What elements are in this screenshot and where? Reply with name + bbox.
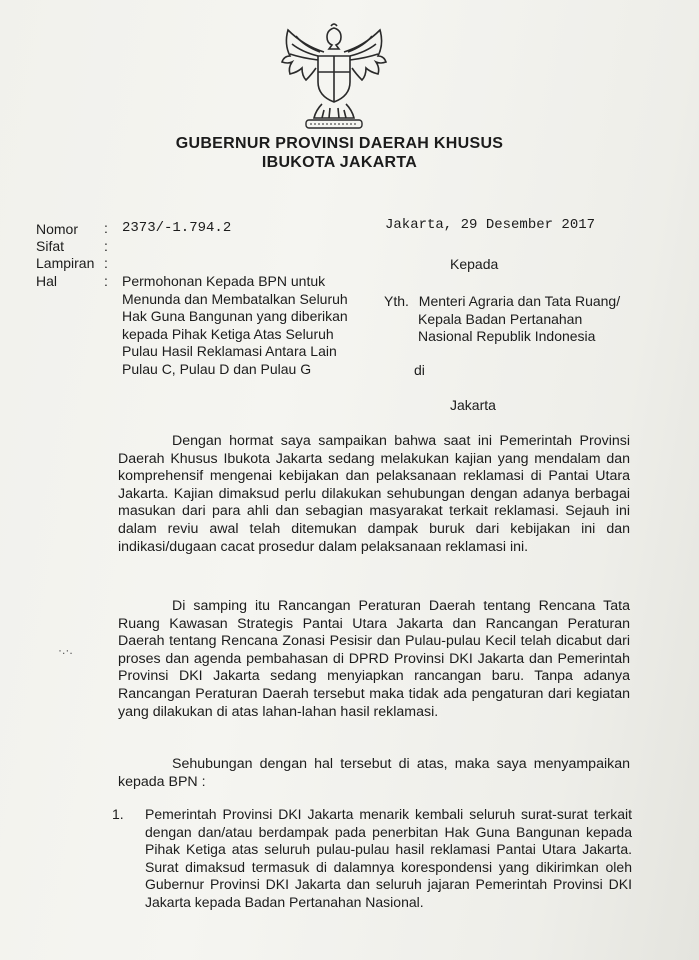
recipient-line-1: Yth. Menteri Agraria dan Tata Ruang/ [384,293,621,309]
lampiran-colon: : [104,255,108,271]
letter-date: Jakarta, 29 Desember 2017 [385,217,596,233]
hal-colon: : [104,273,108,289]
hal-line: kepada Pihak Ketiga Atas Seluruh [122,325,334,342]
di-label: di [414,362,425,378]
letterhead-line-1: GUBERNUR PROVINSI DAERAH KHUSUS [175,135,504,152]
recipient-city: Jakarta [450,397,496,413]
lampiran-label: Lampiran [36,255,95,271]
paragraph-2: Di samping itu Rancangan Peraturan Daerah tentang Rencana Tata Ruang Kawasan Strategis Pantai Utara Jakarta dan Rancangan Peraturan Daerah tentang Rencana Zonasi Pesisir dan Pulau-pulau Kecil telah dicabut dari proses dan agenda pembahasan di DPRD Provinsi DKI Jakarta dan Pemerintah Provinsi DKI Jakarta sedang menyiapkan rancangan baru. Tanpa adanya Rancangan Peraturan Daerah tersebut maka tidak ada pengaturan dari kegiatan yang dilakukan di atas lahan-lahan hasil reklamasi. [118,598,630,720]
kepada-label: Kepada [450,256,499,272]
hal-line: Pulau C, Pulau D dan Pulau G [122,360,312,377]
paragraph-1: Dengan hormat saya sampaikan bahwa saat ini Pemerintah Provinsi Daerah Khusus Ibukota Jakarta sedang melakukan kajian yang mendalam dan komprehensif mengenai kebijakan dan pelaksanaan reklamasi di Pantai Utara Jakarta. Kajian dimaksud perlu dilakukan sehubungan dengan adanya berbagai masukan dari para ahli dan sebagian masyarakat terkait reklamasi. Sejauh ini dalam reviu awal telah ditemukan dampak buruk dari kebijakan ini dan indikasi/dugaan cacat prosedur dalam pelaksanaan reklamasi ini. [118,433,630,555]
nomor-label: Nomor [36,221,79,237]
recipient-line-3: Nasional Republik Indonesia [418,328,596,344]
hal-line: Permohonan Kepada BPN untuk [122,273,326,289]
item-number: 1. [112,806,124,822]
hal-subject [122,273,348,378]
letterhead-line-2: IBUKOTA JAKARTA [261,154,418,171]
hal-line: Hak Guna Bangunan yang diberikan [122,308,348,324]
hal-label: Hal [36,273,58,289]
numbered-item-1 [112,806,632,912]
sifat-colon: : [104,238,108,254]
paragraph-3: Sehubungan dengan hal tersebut di atas, maka saya menyampaikan kepada BPN : [118,756,630,790]
nomor-colon: : [104,220,108,236]
hal-line: Menunda dan Membatalkan Seluruh [122,290,348,307]
recipient-block [384,293,620,346]
item-text: Pemerintah Provinsi DKI Jakarta menarik kembali seluruh surat-surat terkait dengan dan/atau berdampak pada penerbitan Hak Guna Bangunan kepada Pihak Ketiga atas seluruh pulau-pulau hasil reklamasi Pantai Utara Jakarta. Surat dimaksud termasuk di dalamnya korespondensi yang dikirimkan oleh Gubernur Provinsi DKI Jakarta dan seluruh jajaran Pemerintah Provinsi DKI Jakarta kepada Badan Pertanahan Nasional. [145,806,632,910]
garuda-emblem [276,22,392,132]
nomor-value: 2373/-1.794.2 [122,220,232,236]
yth-label: Yth. [384,293,409,309]
paper-speck: ·.·. [58,643,73,657]
hal-line: Pulau Hasil Reklamasi Antara Lain [122,343,337,359]
sifat-label: Sifat [36,238,65,254]
recipient-line-2: Kepala Badan Pertanahan [418,310,583,327]
